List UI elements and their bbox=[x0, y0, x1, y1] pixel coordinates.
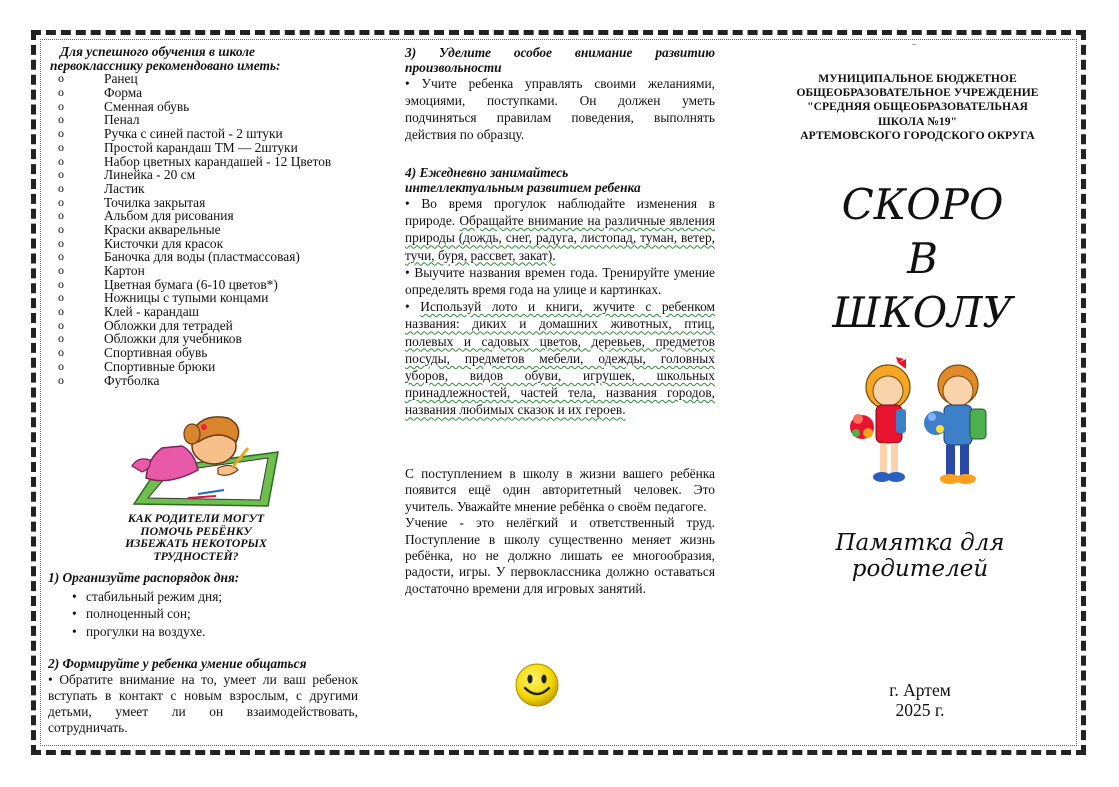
section-title: 4) Ежедневно занимайтесь интеллектуальным развитием ребенка bbox=[405, 165, 641, 195]
city-year bbox=[850, 680, 990, 720]
section-title: 1) Организуйте распорядок дня: bbox=[48, 570, 240, 585]
supply-item: o Ранец bbox=[48, 72, 360, 86]
supply-item: o Ластик bbox=[48, 182, 360, 196]
routine-item: • стабильный режим дня; bbox=[86, 588, 360, 606]
supply-item: o Цветная бумага (6-10 цветов*) bbox=[48, 278, 360, 292]
help-question-heading: КАК РОДИТЕЛИ МОГУТ ПОМОЧЬ РЕБЁНКУ ИЗБЕЖАТЬ НЕКОТОРЫХ ТРУДНОСТЕЙ? bbox=[125, 511, 267, 563]
supply-item: o Баночка для воды (пластмассовая) bbox=[48, 250, 360, 264]
tiny-mark: .. bbox=[912, 38, 916, 47]
supply-item: o Кисточки для красок bbox=[48, 237, 360, 251]
supply-item: o Клей - карандаш bbox=[48, 305, 360, 319]
memo-subtitle: Памятка для родителей bbox=[835, 530, 1005, 582]
supply-item: o Простой карандаш ТМ — 2штуки bbox=[48, 141, 360, 155]
year: 2025 г. bbox=[895, 700, 945, 720]
section-title: 3) Уделите особое внимание развитию произвольности bbox=[405, 45, 715, 75]
routine-item: • прогулки на воздухе. bbox=[86, 623, 360, 641]
section-communication bbox=[48, 656, 358, 736]
supply-item: o Обложки для тетрадей bbox=[48, 319, 360, 333]
city-name: г. Артем bbox=[889, 680, 951, 700]
supplies-list bbox=[48, 72, 360, 387]
section-text: • Обратите внимание на то, умеет ли ваш ребенок вступать в контакт с новым взрослым, с другими детьми, умеет ли он взаимодействовать, сотрудничать. bbox=[48, 672, 358, 735]
supply-item: o Альбом для рисования bbox=[48, 209, 360, 223]
schoolchildren-illustration bbox=[840, 357, 1005, 497]
supply-item: o Ручка с синей пастой - 2 штуки bbox=[48, 127, 360, 141]
routine-list bbox=[48, 588, 360, 641]
section-voluntariness bbox=[405, 45, 715, 143]
section-title: 2) Формируйте у ребенка умение общаться bbox=[48, 656, 307, 671]
section-daily-routine bbox=[48, 570, 360, 641]
main-title: СКОРО В ШКОЛУ bbox=[832, 180, 1013, 337]
routine-item: • полноценный сон; bbox=[86, 605, 360, 623]
supply-item: o Набор цветных карандашей - 12 Цветов bbox=[48, 155, 360, 169]
supply-item: o Пенал bbox=[48, 113, 360, 127]
school-name: МУНИЦИПАЛЬНОЕ БЮДЖЕТНОЕ ОБЩЕОБРАЗОВАТЕЛЬНОЕ УЧРЕЖДЕНИЕ "СРЕДНЯЯ ОБЩЕОБРАЗОВАТЕЛЬНАЯ ШКОЛА №19" АРТЕМОВСКОГО ГОРОДСКОГО ОКРУГА bbox=[796, 72, 1039, 142]
paragraph-nature: • Во время прогулок наблюдайте изменения в природе. Обращайте внимание на различные явления природы (дождь, снег, радуга, листопад, туман, ветер, тучи, буря, рассвет, закат). bbox=[405, 196, 715, 263]
supply-item: o Обложки для учебников bbox=[48, 332, 360, 346]
supply-item: o Сменная обувь bbox=[48, 100, 360, 114]
paragraph-lotto: • Используй лото и книги, жучите с ребенком названия: диких и домашних животных, птиц, полевых и садовых цветов, деревьев, предметов посуды, предметов мебели, одежды, головных уборов, видов обуви, игрушек, школьных принадлежностей, частей тела, названия городов, названия любимых сказок и их героев. bbox=[405, 299, 715, 418]
supply-item: o Точилка закрытая bbox=[48, 196, 360, 210]
supply-item: o Форма bbox=[48, 86, 360, 100]
supply-item: o Футболка bbox=[48, 374, 360, 388]
paragraph-study: Учение - это нелёгкий и ответственный труд. Поступление в школу существенно меняет жизнь ребёнка, но не должно лишать ее многообразия, радости, игры. У первоклассника должно оставаться достаточно времени для игровых занятий. bbox=[405, 515, 715, 596]
supply-item: o Картон bbox=[48, 264, 360, 278]
closing-text bbox=[405, 466, 715, 597]
section-text: • Учите ребенка управлять своими желаниями, эмоциями, поступками. Он должен уметь подчиняться правилам поведения, выполнять действия по образцу. bbox=[405, 76, 715, 142]
smiley-icon bbox=[514, 662, 560, 708]
supply-item: o Спортивная обувь bbox=[48, 346, 360, 360]
paragraph-seasons: • Выучите названия времен года. Тренируйте умение определять время года на улице и картинках. bbox=[405, 264, 715, 298]
supply-item: o Ножницы с тупыми концами bbox=[48, 291, 360, 305]
paragraph-teacher: С поступлением в школу в жизни вашего ребёнка появится ещё один авторитетный человек. Это учитель. Уважайте мнение ребёнка о своём педагоге. bbox=[405, 466, 715, 514]
supply-item: o Спортивные брюки bbox=[48, 360, 360, 374]
section-intellectual bbox=[405, 165, 715, 419]
supplies-intro: Для успешного обучения в школе первокласснику рекомендовано иметь: bbox=[50, 44, 281, 73]
supplies-section bbox=[48, 45, 360, 387]
drawing-girl-illustration bbox=[128, 408, 282, 512]
supply-item: o Линейка - 20 см bbox=[48, 168, 360, 182]
supply-item: o Краски акварельные bbox=[48, 223, 360, 237]
